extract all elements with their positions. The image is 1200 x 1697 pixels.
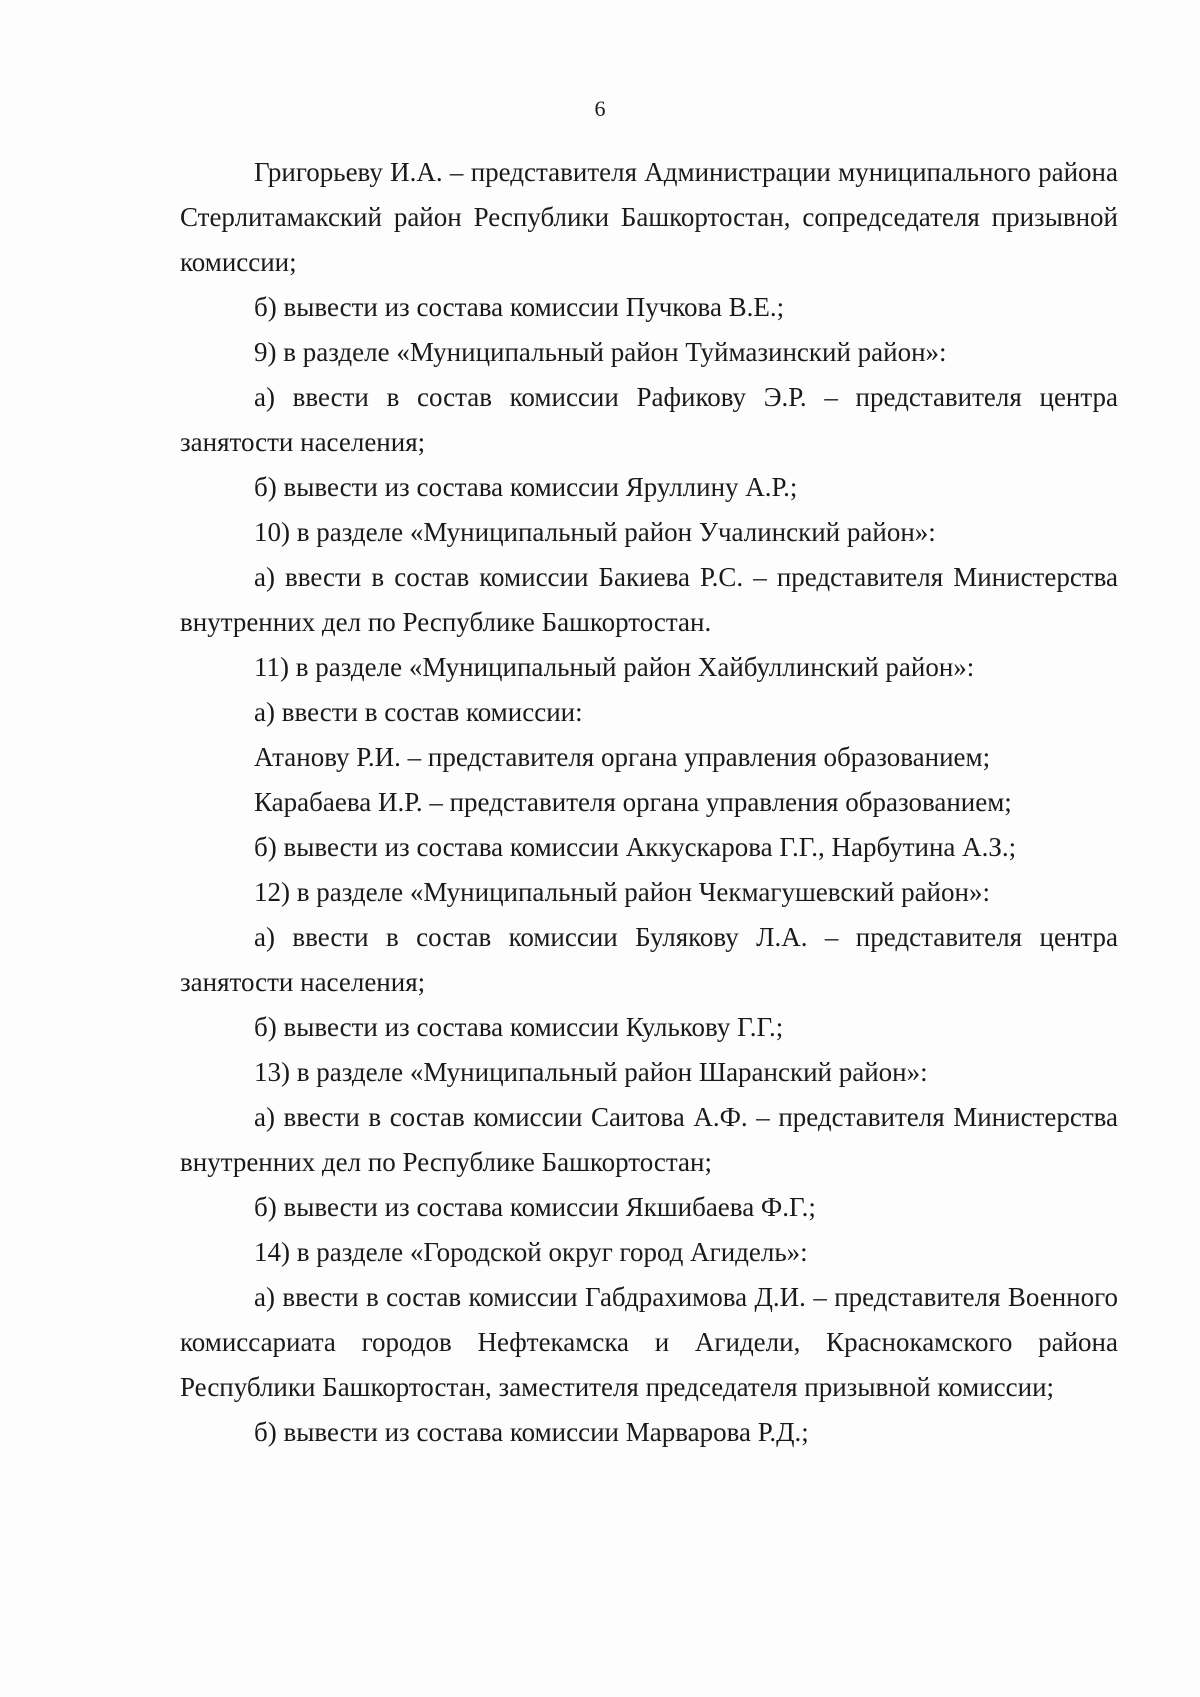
- paragraph-remove-yakshibaev: б) вывести из состава комиссии Якшибаева Ф.Г.;: [254, 1192, 816, 1222]
- paragraph-remove-puchkov: б) вывести из состава комиссии Пучкова В.Е.;: [254, 292, 785, 322]
- paragraph-section-11: 11) в разделе «Муниципальный район Хайбуллинский район»:: [254, 652, 975, 682]
- paragraph-section-10: 10) в разделе «Муниципальный район Учалинский район»:: [254, 517, 936, 547]
- document-body: [180, 150, 1118, 1455]
- paragraph-section-9: 9) в разделе «Муниципальный район Туймазинский район»:: [254, 337, 947, 367]
- paragraph-add-gabdrakhimov: а) ввести в состав комиссии Габдрахимова Д.И. – представителя Военного комиссариата городов Нефтекамска и Агидели, Краснокамского района Республики Башкортостан, заместителя председателя призывной комиссии;: [180, 1282, 1118, 1402]
- paragraph-section-12: 12) в разделе «Муниципальный район Чекмагушевский район»:: [254, 877, 990, 907]
- paragraph-section-13: 13) в разделе «Муниципальный район Шаранский район»:: [254, 1057, 928, 1087]
- paragraph-add-commission: а) ввести в состав комиссии:: [254, 697, 583, 727]
- paragraph-add-bulyakova: а) ввести в состав комиссии Булякову Л.А. – представителя центра занятости населения;: [180, 922, 1118, 997]
- paragraph-section-14: 14) в разделе «Городской округ город Агидель»:: [254, 1237, 808, 1267]
- paragraph-grigorieva: Григорьеву И.А. – представителя Администрации муниципального района Стерлитамакский район Республики Башкортостан, сопредседателя призывной комиссии;: [180, 157, 1118, 277]
- paragraph-add-rafikova: а) ввести в состав комиссии Рафикову Э.Р. – представителя центра занятости населения;: [180, 382, 1118, 457]
- paragraph-remove-marvarov: б) вывести из состава комиссии Марварова Р.Д.;: [254, 1417, 809, 1447]
- paragraph-karabaev: Карабаева И.Р. – представителя органа управления образованием;: [254, 787, 1012, 817]
- page-number: 6: [594, 96, 606, 121]
- paragraph-remove-yarullina: б) вывести из состава комиссии Яруллину А.Р.;: [254, 472, 798, 502]
- paragraph-add-saitov: а) ввести в состав комиссии Саитова А.Ф. – представителя Министерства внутренних дел по Республике Башкортостан;: [180, 1102, 1118, 1177]
- paragraph-add-bakiev: а) ввести в состав комиссии Бакиева Р.С. – представителя Министерства внутренних дел по Республике Башкортостан.: [180, 562, 1118, 637]
- paragraph-atanova: Атанову Р.И. – представителя органа управления образованием;: [254, 742, 991, 772]
- paragraph-remove-kulkova: б) вывести из состава комиссии Кулькову Г.Г.;: [254, 1012, 784, 1042]
- paragraph-remove-akkuskarov: б) вывести из состава комиссии Аккускарова Г.Г., Нарбутина А.З.;: [254, 832, 1017, 862]
